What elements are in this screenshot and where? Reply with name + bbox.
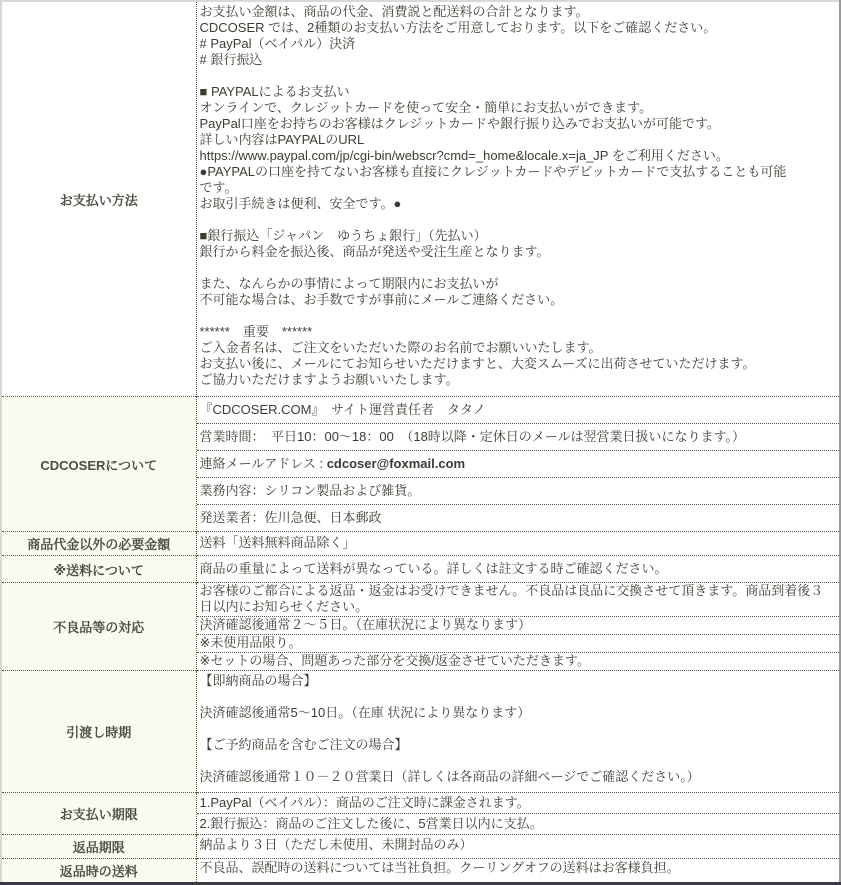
blank-line: [200, 689, 837, 705]
row-body-extra-fees: [196, 532, 840, 556]
text-line: 商品の重量によって送料が異なっている。詳しくは註文する時ご確認ください。: [199, 561, 668, 576]
text-line: 不良品、誤配時の送料については当社負担。クーリングオフの送料はお客様負担。: [199, 860, 680, 875]
paypal-deadline-row: [197, 793, 840, 813]
text-line: 詳しい内容はPAYPALのURL: [199, 132, 365, 147]
row-header-return-deadline: 返品期限: [1, 835, 196, 859]
text-line: オンラインで、クレジットカードを使って安全・簡単にお支払いができます。: [199, 100, 653, 115]
row-header-extra-fees: 商品代金以外の必要金額: [1, 532, 196, 556]
text-line: ■銀行振込「ジャパン ゆうちょ銀行」（先払い）: [199, 228, 487, 243]
text-line: 営業時間： 平日10：00～18：00 （18時以降・定休日のメールは翌営業日扱いになります。）: [199, 429, 746, 444]
text-line: 送料「送料無料商品除く」: [199, 535, 356, 550]
text-line: ご入金者名は、ご注文をいただいた際のお名前でお願いいたします。: [199, 340, 602, 355]
business-description-row: [197, 477, 840, 504]
text-line: お取引手続きは便利、安全です。●: [199, 196, 402, 211]
text-line: # PayPal（ベイパル）決済: [199, 36, 356, 51]
text-line: 銀行から料金を振込後、商品が発送や受注生産となります。: [199, 244, 550, 259]
text-line: 発送業者：佐川急便、日本郵政: [199, 510, 382, 525]
text-line: 不可能な場合は、お手数ですが事前にメールご連絡ください。: [199, 292, 564, 307]
row-body-delivery-timing: [196, 671, 840, 793]
row-header-delivery-timing: 引渡し時期: [1, 671, 196, 793]
text-line: 業務内容：シリコン製品および雑貨。: [199, 483, 421, 498]
text-line: ご協力いただけますようお願いいたします。: [199, 372, 459, 387]
paypal-url-text: https://www.paypal.com/jp/cgi-bin/webscr?cmd=_home&locale.x=ja_JP をご利用ください。: [199, 148, 729, 163]
text-line: # 銀行振込: [199, 52, 263, 67]
row-extra-fees: [1, 532, 840, 556]
row-defective-goods: [1, 583, 840, 671]
blank-line: [200, 212, 837, 228]
text-line: 1.PayPal（ベイパル）：商品のご注文時に課金されます。: [199, 795, 530, 810]
defective-policy-row: [197, 583, 840, 616]
row-body-return-deadline: [196, 835, 840, 859]
business-hours-row: [197, 423, 840, 450]
payment-method-text: [197, 2, 840, 396]
text-line: ※未使用品限り。: [199, 635, 302, 650]
return-shipping-cost-text: [197, 859, 840, 877]
row-return-shipping-cost: [1, 859, 840, 884]
defective-timing-row: [197, 616, 840, 634]
row-body-return-shipping-cost: [196, 859, 840, 884]
row-header-payment-method: お支払い方法: [1, 1, 196, 397]
bank-transfer-deadline-row: [197, 813, 840, 834]
text-line: ■ PAYPALによるお支払い: [199, 84, 350, 99]
contact-email-label: 連絡メールアドレス :: [199, 456, 327, 471]
text-line: 【即納商品の場合】: [199, 673, 317, 688]
text-line: ※セットの場合、問題あった部分を交換/返金させていただきます。: [199, 653, 590, 668]
row-body-shipping-fee: [196, 556, 840, 583]
row-shipping-fee: [1, 556, 840, 583]
blank-line: [200, 68, 837, 84]
text-line: 決済確認後通常5～10日。（在庫 状況により異なります）: [199, 705, 531, 720]
row-body-payment-method: [196, 1, 840, 397]
row-payment-deadline: [1, 793, 840, 835]
shipping-carrier-row: [197, 504, 840, 531]
site-operator-row: [197, 397, 840, 423]
blank-line: [200, 260, 837, 276]
text-line: PayPal口座をお持ちのお客様はクレジットカードや銀行振り込みでお支払いが可能です。: [199, 116, 720, 131]
contact-email-line: [200, 456, 837, 472]
text-line: 2.銀行振込：商品のご注文した後に、5営業日以内に支払。: [199, 816, 543, 831]
row-body-defective-goods: [196, 583, 840, 671]
row-header-payment-deadline: お支払い期限: [1, 793, 196, 835]
important-marker-line: ****** 重要 ******: [199, 324, 313, 339]
text-line: 決済確認後通常２～５日。（在庫状況により異なります）: [199, 617, 532, 632]
row-header-return-shipping-cost: 返品時の送料: [1, 859, 196, 884]
text-line: CDCOSER では、2種類のお支払い方法をご用意しております。以下をご確認ください。: [199, 20, 717, 35]
blank-line: [200, 308, 837, 324]
blank-line: [200, 753, 837, 769]
text-line: 『CDCOSER.COM』 サイト運営責任者 タタノ: [199, 402, 486, 417]
unused-only-row: [197, 634, 840, 652]
row-body-payment-deadline: [196, 793, 840, 835]
row-body-about-cdcoser: [196, 397, 840, 532]
text-line: 決済確認後通常１０－２０営業日（詳しくは各商品の詳細ページでご確認ください。）: [199, 769, 700, 784]
delivery-timing-text: [197, 671, 840, 792]
row-header-defective-goods: 不良品等の対応: [1, 583, 196, 671]
extra-fees-text: [197, 532, 840, 554]
row-header-about-cdcoser: CDCOSERについて: [1, 397, 196, 532]
blank-line: [200, 721, 837, 737]
row-delivery-timing: [1, 671, 840, 793]
row-return-deadline: [1, 835, 840, 859]
text-line: ●PAYPALの口座を持てないお客様も直接にクレジットカードやデビットカードで支払することも可能: [199, 164, 787, 179]
text-line: お支払い後に、メールにてお知らせいただけますと、大変スムーズに出荷させていただけます。: [199, 356, 756, 371]
shipping-fee-text: [197, 556, 840, 582]
row-about-cdcoser: [1, 397, 840, 532]
text-line: です。: [199, 180, 238, 195]
text-line: また、なんらかの事情によって期限内にお支払いが: [199, 276, 499, 291]
text-line: 納品より３日（ただし未使用、未開封品のみ）: [199, 837, 473, 852]
row-payment-method: [1, 1, 840, 397]
text-line: お客様のご都合による返品・返金はお受けできません。不良品は良品に交換させて頂きます。商品到着後３日以内にお知らせください。: [199, 583, 824, 614]
row-header-shipping-fee: ※送料について: [1, 556, 196, 583]
text-line: お支払い金額は、商品の代金、消費説と配送料の合計となります。: [199, 4, 589, 19]
return-deadline-text: [197, 835, 840, 855]
contact-email-value: cdcoser@foxmail.com: [326, 456, 466, 471]
set-exchange-row: [197, 652, 840, 670]
contact-email-row: [197, 450, 840, 477]
text-line: 【ご予約商品を含むご注文の場合】: [199, 737, 408, 752]
